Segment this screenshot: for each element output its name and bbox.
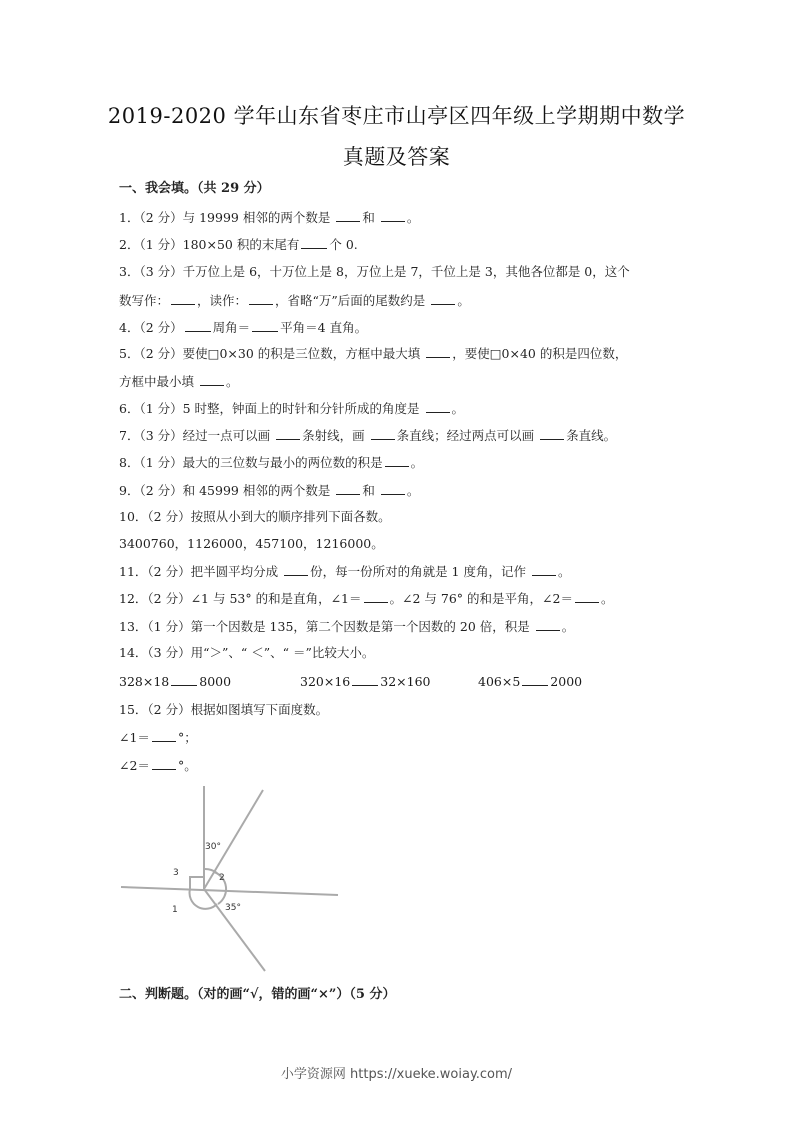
angle-1-line: ∠1＝ °；: [119, 730, 197, 745]
answer-blank[interactable]: [540, 427, 564, 440]
question-14: 14．（3 分）用“＞”、“ ＜”、“ ＝”比较大小。: [119, 645, 375, 660]
question-9: 9．（2 分）和 45999 相邻的两个数是 和 。: [119, 483, 420, 498]
label-35-degrees: 35°: [225, 903, 241, 913]
question-12: 12．（2 分）∠1 与 53° 的和是直角，∠1＝ 。∠2 与 76° 的和是平角，∠2＝ 。: [119, 591, 614, 606]
compare-item-1: 328×18 8000: [119, 674, 232, 689]
answer-blank[interactable]: [336, 482, 360, 495]
answer-blank[interactable]: [249, 292, 273, 305]
angle-diagram: [115, 780, 355, 975]
answer-blank[interactable]: [352, 673, 378, 686]
label-angle-2: 2: [219, 873, 225, 883]
question-15: 15．（2 分）根据如图填写下面度数。: [119, 702, 329, 717]
answer-blank[interactable]: [301, 236, 327, 249]
question-11: 11．（2 分）把半圆平均分成 份，每一份所对的角就是 1 度角，记作 。: [119, 564, 571, 579]
answer-blank[interactable]: [364, 590, 388, 603]
question-1: 1．（2 分）与 19999 相邻的两个数是 和 。: [119, 210, 420, 225]
question-6: 6．（1 分）5 时整，钟面上的时针和分针所成的角度是 。: [119, 401, 465, 416]
answer-blank[interactable]: [371, 427, 395, 440]
question-5-line2: 方框中最小填 。: [119, 374, 239, 389]
compare-item-2: 320×16 32×160: [300, 674, 431, 689]
answer-blank[interactable]: [200, 373, 224, 386]
answer-blank[interactable]: [276, 427, 300, 440]
angle-lines-graphic: [115, 780, 355, 975]
answer-blank[interactable]: [171, 292, 195, 305]
label-angle-3: 3: [173, 868, 179, 878]
question-3-line1: 3．（3 分）千万位上是 6，十万位上是 8，万位上是 7，千位上是 3，其他各位都是 0，这个: [119, 264, 630, 279]
question-4: 4．（2 分） 周角＝ 平角＝4 直角。: [119, 320, 368, 335]
label-angle-1: 1: [172, 905, 178, 915]
answer-blank[interactable]: [385, 454, 409, 467]
footer-watermark: 小学资源网 https://xueke.woiay.com/: [280, 1067, 513, 1082]
compare-item-3: 406×5 2000: [478, 674, 583, 689]
answer-blank[interactable]: [575, 590, 599, 603]
answer-blank[interactable]: [284, 563, 308, 576]
answer-blank[interactable]: [431, 292, 455, 305]
label-30-degrees: 30°: [205, 842, 221, 852]
answer-blank[interactable]: [185, 319, 211, 332]
answer-blank[interactable]: [381, 482, 405, 495]
question-7: 7．（3 分）经过一点可以画 条射线，画 条直线；经过两点可以画 条直线。: [119, 428, 617, 443]
section-heading-2: 二、判断题。（对的画“√，错的画“×”）（5 分）: [119, 987, 396, 1002]
answer-blank[interactable]: [532, 563, 556, 576]
answer-blank[interactable]: [522, 673, 548, 686]
document-title-line1: 2019-2020 学年山东省枣庄市山亭区四年级上学期期中数学: [107, 104, 686, 128]
answer-blank[interactable]: [171, 673, 197, 686]
question-8: 8．（1 分）最大的三位数与最小的两位数的积是 。: [119, 455, 424, 470]
answer-blank[interactable]: [426, 400, 450, 413]
question-3-line2: 数写作： ，读作： ，省略“万”后面的尾数约是 。: [119, 293, 470, 308]
question-2: 2．（1 分）180×50 积的末尾有 个 0.: [119, 237, 358, 252]
answer-blank[interactable]: [252, 319, 278, 332]
answer-blank[interactable]: [152, 757, 176, 770]
answer-blank[interactable]: [536, 618, 560, 631]
angle-2-line: ∠2＝ °。: [119, 758, 197, 773]
document-title-line2: 真题及答案: [342, 145, 451, 169]
answer-blank[interactable]: [426, 345, 450, 358]
question-10: 10．（2 分）按照从小到大的顺序排列下面各数。: [119, 509, 391, 524]
answer-blank[interactable]: [152, 729, 176, 742]
answer-blank[interactable]: [336, 209, 360, 222]
question-10-numbers: 3400760，1126000，457100，1216000。: [119, 536, 384, 551]
question-5-line1: 5．（2 分）要使□0×30 的积是三位数，方框中最大填 ，要使□0×40 的积是四位数，: [119, 346, 628, 361]
section-heading-1: 一、我会填。（共 29 分）: [119, 181, 270, 196]
answer-blank[interactable]: [381, 209, 405, 222]
question-13: 13．（1 分）第一个因数是 135，第二个因数是第一个因数的 20 倍，积是 。: [119, 619, 575, 634]
